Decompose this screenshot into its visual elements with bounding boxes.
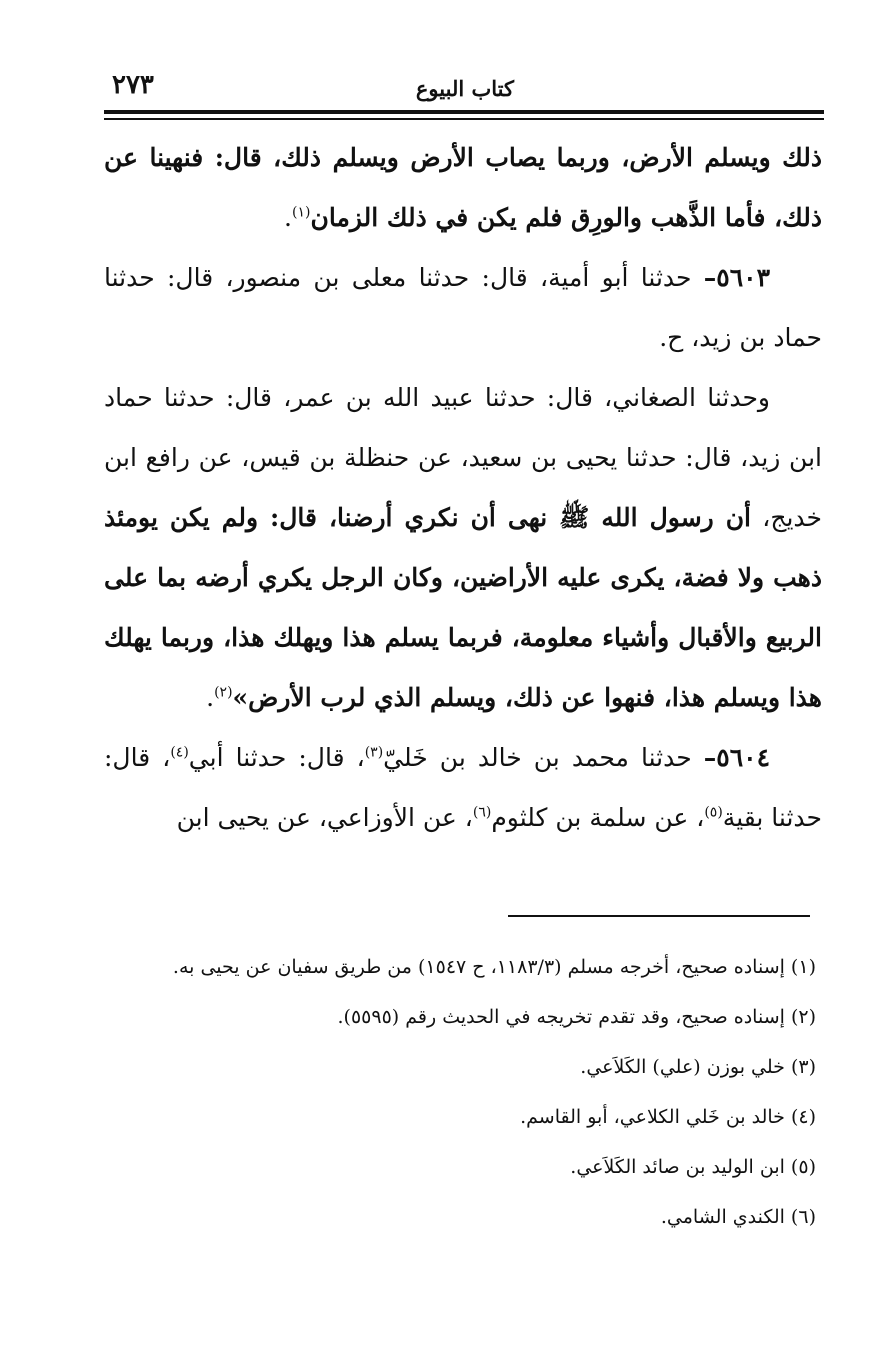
page-number: ٢٧٣: [112, 70, 154, 100]
hadith-number: ٥٦٠٣–: [703, 263, 770, 292]
footnote-4: (٤) خالد بن خَلي الكلاعي، أبو القاسم.: [520, 1106, 816, 1128]
hadith-isnad: حدثنا أبو أمية، قال: حدثنا معلى بن منصور، قال: حدثنا حماد بن زيد، ح.: [104, 263, 822, 352]
hadith-number: ٥٦٠٤–: [703, 743, 770, 772]
hadith-5603: [104, 248, 822, 368]
hadith-isnad: ، قال: حدثنا أبي: [188, 743, 365, 772]
footnote-3: (٣) خلي بوزن (علي) الكَلاَعي.: [580, 1056, 816, 1078]
running-header: [104, 68, 824, 108]
footnote-ref: (٢): [214, 684, 233, 701]
hadith-isnad: ، قال: حدثنا بقية: [104, 743, 822, 832]
footnote-1: (١) إسناده صحيح، أخرجه مسلم (١١٨٣/٣، ح ١٥٤٧) من طريق سفيان عن يحيى به.: [172, 956, 816, 978]
footnote-ref: (١): [292, 204, 311, 221]
footnote-ref: (٤): [170, 744, 189, 761]
footnotes: [104, 942, 816, 1242]
header-title: كتاب البيوع: [415, 76, 514, 101]
hadith-isnad: ، عن سلمة بن كلثوم: [491, 803, 705, 832]
hadith-isnad: ، عن الأوزاعي، عن يحيى ابن: [176, 803, 473, 832]
footnote-2: (٢) إسناده صحيح، وقد تقدم تخريجه في الحديث رقم (٥٥٩٥).: [337, 1006, 816, 1028]
footnote-separator: [508, 915, 810, 917]
footnote-ref: (٦): [472, 804, 492, 821]
header-rule-thin: [104, 118, 824, 120]
paragraph-end: .: [284, 203, 292, 232]
hadith-isnad: وحدثنا الصغاني، قال: حدثنا عبيد الله بن عمر، قال: حدثنا حماد ابن زيد، قال: حدثنا يحيى بن سعيد، عن حنظلة بن قيس، عن رافع ابن خديج،: [104, 383, 822, 532]
paragraph-end: .: [206, 683, 215, 712]
hadith-matn: أن رسول الله ﷺ نهى أن نكري أرضنا، قال: ولم يكن يومئذ ذهب ولا فضة، يكرى عليه الأراضين، وكان الرجل يكري أرضه بما على الربيع والأقبال وأشياء معلومة، فربما يسلم هذا ويهلك هذا، وربما يهلك هذا ويسلم هذا، فنهوا عن ذلك، ويسلم الذي لرب الأرض»: [104, 503, 822, 712]
hadith-isnad: حدثنا محمد بن خالد بن خَليّ: [383, 743, 704, 772]
main-text: [104, 128, 822, 848]
header-rule-thick: [104, 110, 824, 114]
footnote-6: (٦) الكندي الشامي.: [660, 1206, 816, 1228]
footnote-5: (٥) ابن الوليد بن صائد الكَلاَعي.: [570, 1156, 816, 1178]
footnote-ref: (٣): [364, 744, 384, 761]
footnote-ref: (٥): [704, 804, 723, 821]
hadith-5603-second-chain: [104, 368, 822, 728]
paragraph-continuation: [104, 128, 822, 248]
hadith-matn: ذلك ويسلم الأرض، وربما يصاب الأرض ويسلم ذلك، قال: فنهينا عن ذلك، فأما الذَّهب والورِق فلم يكن في ذلك الزمان: [104, 143, 822, 232]
hadith-5604: [104, 728, 822, 848]
